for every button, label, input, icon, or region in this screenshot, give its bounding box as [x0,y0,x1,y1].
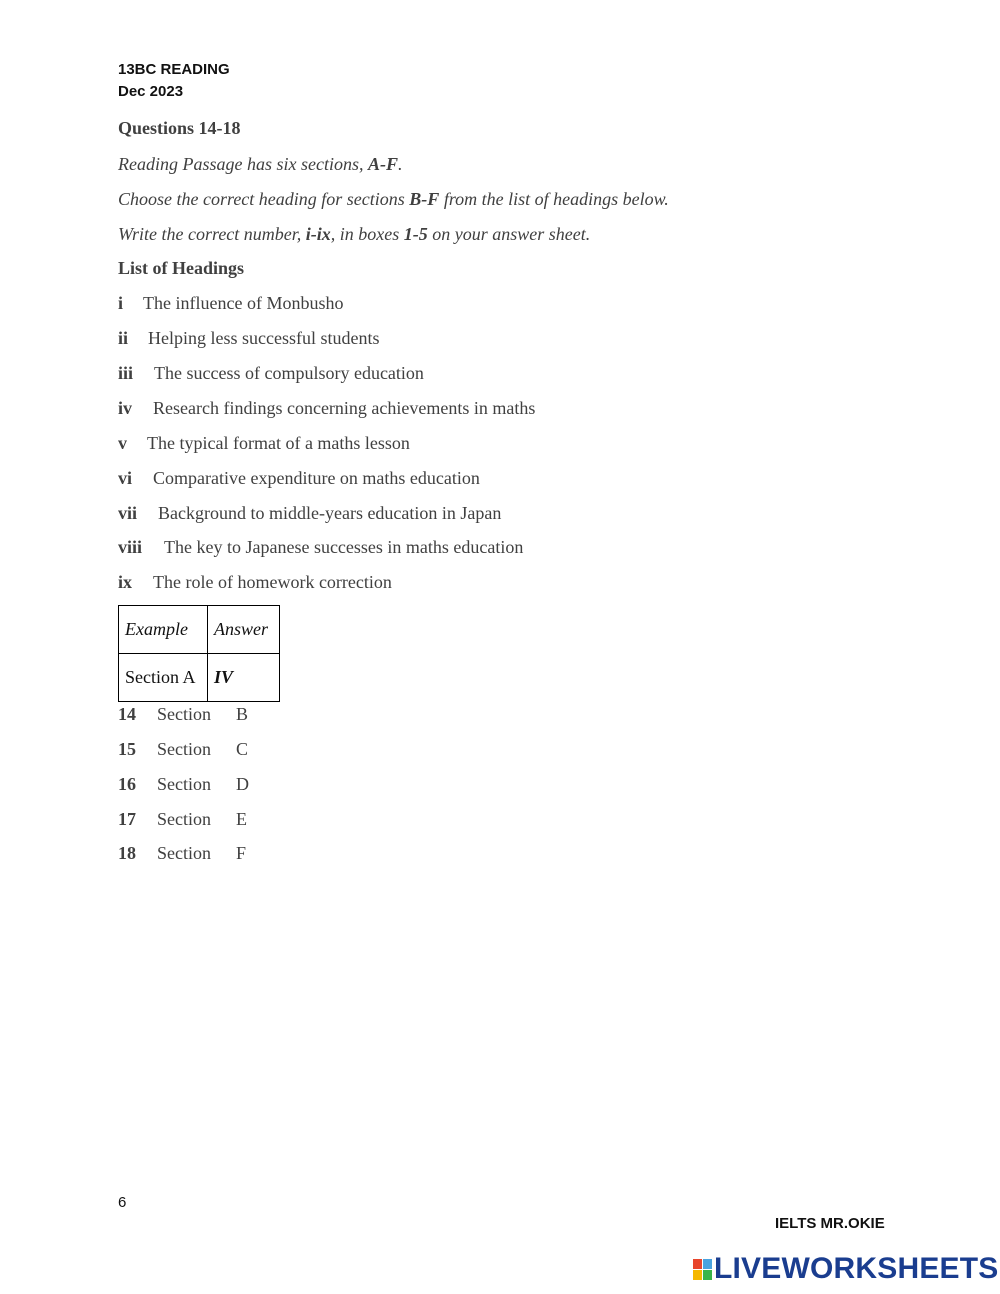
question-number: 15 [118,739,136,759]
liveworksheets-tiles-icon [693,1259,712,1280]
heading-text: The role of homework correction [153,572,392,592]
heading-numeral: viii [118,537,143,557]
heading-text: Helping less successful students [148,328,380,348]
header-date: Dec 2023 [118,83,184,100]
heading-numeral: iii [118,363,134,383]
question-section: D [236,774,249,794]
question-label: Section [157,774,211,794]
credit-text: IELTS MR.OKIE [775,1215,885,1232]
question-section: B [236,704,249,724]
heading-numeral: v [118,433,127,453]
question-number: 14 [118,704,136,724]
question-section: C [236,739,249,759]
heading-text: Comparative expenditure on maths education [153,468,480,488]
instruction-line-1: Reading Passage has six sections, A-F. [118,154,403,174]
heading-text: The influence of Monbusho [143,293,344,313]
question-number: 18 [118,843,136,863]
heading-numeral: ii [118,328,129,348]
list-of-headings-title: List of Headings [118,258,245,278]
example-header-cell: Example [119,606,208,654]
question-label: Section [157,704,211,724]
heading-text: The key to Japanese successes in maths education [164,537,524,557]
question-section: F [236,843,247,863]
heading-text: Research findings concerning achievements in maths [153,398,536,418]
heading-numeral: iv [118,398,133,418]
page-number: 6 [118,1194,127,1211]
example-table-header-row [119,606,280,654]
example-section-cell: Section A [119,654,208,702]
header-title: 13BC READING [118,61,230,78]
heading-numeral: ix [118,572,133,592]
heading-numeral: vi [118,468,133,488]
instruction-line-2: Choose the correct heading for sections B-F from the list of headings below. [118,189,669,209]
example-table [118,605,280,702]
question-section: E [236,809,247,829]
question-number: 16 [118,774,136,794]
heading-text: Background to middle-years education in Japan [158,503,502,523]
example-table-row [119,654,280,702]
instruction-line-3: Write the correct number, i-ix, in boxes 1-5 on your answer sheet. [118,224,591,244]
heading-text: The typical format of a maths lesson [147,433,410,453]
heading-numeral: vii [118,503,138,523]
question-number: 17 [118,809,136,829]
question-label: Section [157,739,211,759]
question-label: Section [157,843,211,863]
heading-text: The success of compulsory education [154,363,424,383]
questions-title: Questions 14-18 [118,118,241,138]
heading-numeral: i [118,293,124,313]
liveworksheets-logo[interactable] [693,1254,999,1284]
liveworksheets-wordmark: LIVEWORKSHEETS [714,1252,999,1285]
answer-header-cell: Answer [208,606,280,654]
example-answer-cell: IV [208,654,280,702]
question-label: Section [157,809,211,829]
